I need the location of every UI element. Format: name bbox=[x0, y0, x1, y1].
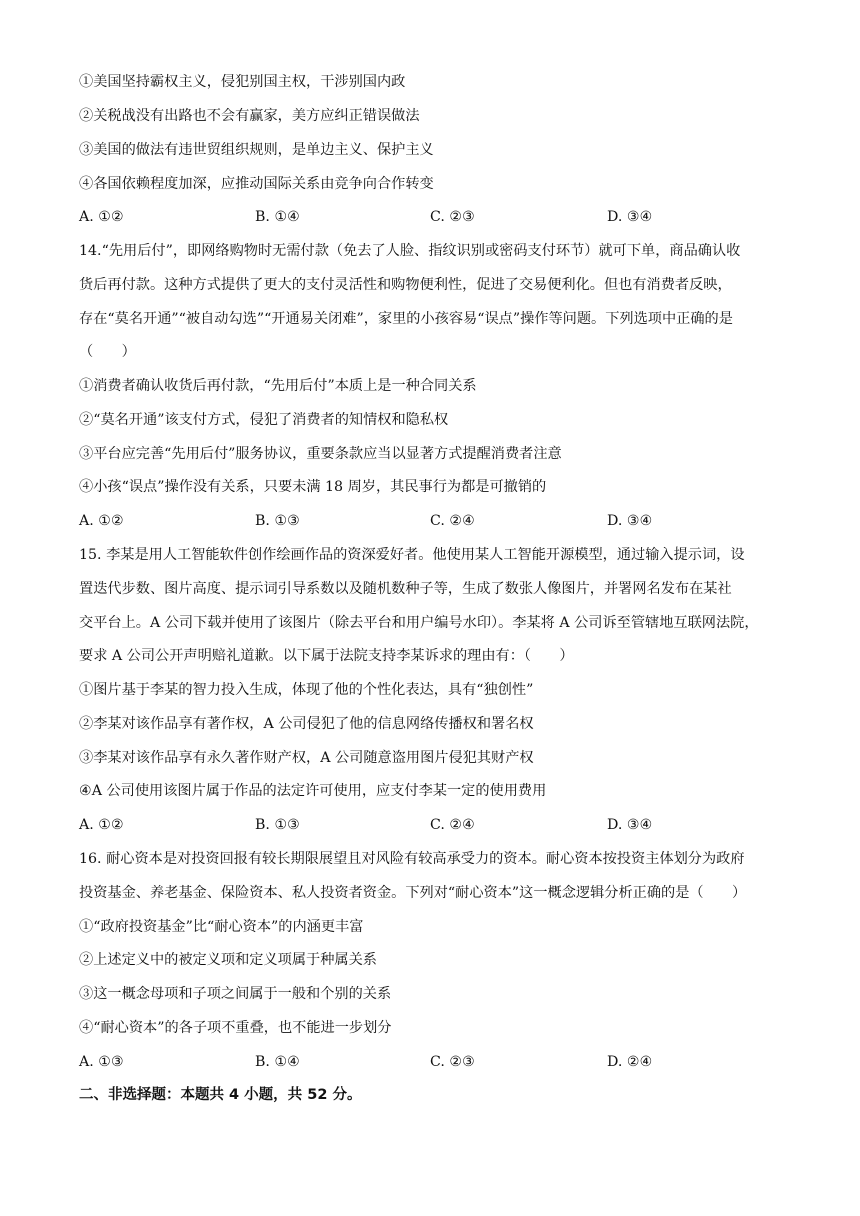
q15-stem-line-4: 要求 A 公司公开声明赔礼道歉。以下属于法院支持李某诉求的理由有：（ ） bbox=[79, 648, 574, 664]
q15-options bbox=[79, 815, 799, 835]
q16-statement-2: ②上述定义中的被定义项和定义项属于种属关系 bbox=[79, 952, 377, 968]
q14-statement-2: ②“莫名开通”该支付方式，侵犯了消费者的知情权和隐私权 bbox=[79, 412, 449, 428]
q13-option-d: D. ③④ bbox=[607, 209, 653, 225]
q13-statement-1: ①美国坚持霸权主义，侵犯别国主权，干涉别国内政 bbox=[79, 74, 406, 90]
q15-stem-line-2: 置迭代步数、图片高度、提示词引导系数以及随机数种子等，生成了数张人像图片，并署网名发布在某社 bbox=[79, 581, 732, 597]
q16-option-d: D. ②④ bbox=[607, 1054, 653, 1070]
q16-statement-1: ①“政府投资基金”比“耐心资本”的内涵更丰富 bbox=[79, 919, 364, 935]
q15-option-c: C. ②④ bbox=[430, 817, 475, 833]
q13-statement-2: ②关税战没有出路也不会有赢家，美方应纠正错误做法 bbox=[79, 108, 420, 124]
q13-options bbox=[79, 207, 799, 227]
q15-statement-4: ④A 公司使用该图片属于作品的法定许可使用，应支付李某一定的使用费用 bbox=[79, 783, 547, 799]
q14-option-a: A. ①② bbox=[79, 513, 124, 529]
q15-option-d: D. ③④ bbox=[607, 817, 653, 833]
q16-option-b: B. ①④ bbox=[255, 1054, 300, 1070]
q13-option-c: C. ②③ bbox=[430, 209, 475, 225]
q13-option-a: A. ①② bbox=[79, 209, 124, 225]
q15-statement-2: ②李某对该作品享有著作权，A 公司侵犯了他的信息网络传播权和署名权 bbox=[79, 716, 534, 732]
q16-stem-line-2: 投资基金、养老基金、保险资本、私人投资者资金。下列对“耐心资本”这一概念逻辑分析正确的是（ ） bbox=[79, 885, 747, 901]
q13-statement-4: ④各国依赖程度加深，应推动国际关系由竞争向合作转变 bbox=[79, 176, 434, 192]
q14-option-d: D. ③④ bbox=[607, 513, 653, 529]
q15-stem-line-3: 交平台上。A 公司下载并使用了该图片（除去平台和用户编号水印）。李某将 A 公司诉至管辖地互联网法院， bbox=[79, 615, 759, 631]
q16-options bbox=[79, 1052, 799, 1072]
q15-statement-1: ①图片基于李某的智力投入生成，体现了他的个性化表达，具有“独创性” bbox=[79, 682, 534, 698]
q14-stem-line-3: 存在“莫名开通”“被自动勾选”“开通易关闭难”，家里的小孩容易“误点”操作等问题。下列选项中正确的是 bbox=[79, 311, 733, 327]
q16-option-c: C. ②③ bbox=[430, 1054, 475, 1070]
q14-stem-line-2: 货后再付款。这种方式提供了更大的支付灵活性和购物便利性，促进了交易便利化。但也有消费者反映， bbox=[79, 277, 732, 293]
q16-statement-3: ③这一概念母项和子项之间属于一般和个别的关系 bbox=[79, 986, 392, 1002]
q14-option-c: C. ②④ bbox=[430, 513, 475, 529]
q13-option-b: B. ①④ bbox=[255, 209, 300, 225]
q16-option-a: A. ①③ bbox=[79, 1054, 124, 1070]
q15-stem-line-1: 15. 李某是用人工智能软件创作绘画作品的资深爱好者。他使用某人工智能开源模型，通过输入提示词，设 bbox=[79, 547, 745, 563]
q14-statement-4: ④小孩“误点”操作没有关系，只要未满 18 周岁，其民事行为都是可撤销的 bbox=[79, 479, 547, 495]
q14-statement-1: ①消费者确认收货后再付款，“先用后付”本质上是一种合同关系 bbox=[79, 378, 477, 394]
q15-statement-3: ③李某对该作品享有永久著作财产权，A 公司随意盗用图片侵犯其财产权 bbox=[79, 750, 534, 766]
q14-option-b: B. ①③ bbox=[255, 513, 300, 529]
q15-option-b: B. ①③ bbox=[255, 817, 300, 833]
q13-statement-3: ③美国的做法有违世贸组织规则，是单边主义、保护主义 bbox=[79, 142, 434, 158]
q15-option-a: A. ①② bbox=[79, 817, 124, 833]
q14-statement-3: ③平台应完善“先用后付”服务协议，重要条款应当以显著方式提醒消费者注意 bbox=[79, 446, 562, 462]
section-heading: 二、非选择题：本题共 4 小题，共 52 分。 bbox=[79, 1087, 362, 1103]
q16-statement-4: ④“耐心资本”的各子项不重叠，也不能进一步划分 bbox=[79, 1020, 392, 1036]
q14-options bbox=[79, 511, 799, 531]
q14-stem-line-1: 14.“先用后付”，即网络购物时无需付款（免去了人脸、指纹识别或密码支付环节）就可下单，商品确认收 bbox=[79, 243, 741, 259]
q16-stem-line-1: 16. 耐心资本是对投资回报有较长期限展望且对风险有较高承受力的资本。耐心资本按投资主体划分为政府 bbox=[79, 851, 745, 867]
q14-stem-line-4: （ ） bbox=[79, 344, 136, 360]
